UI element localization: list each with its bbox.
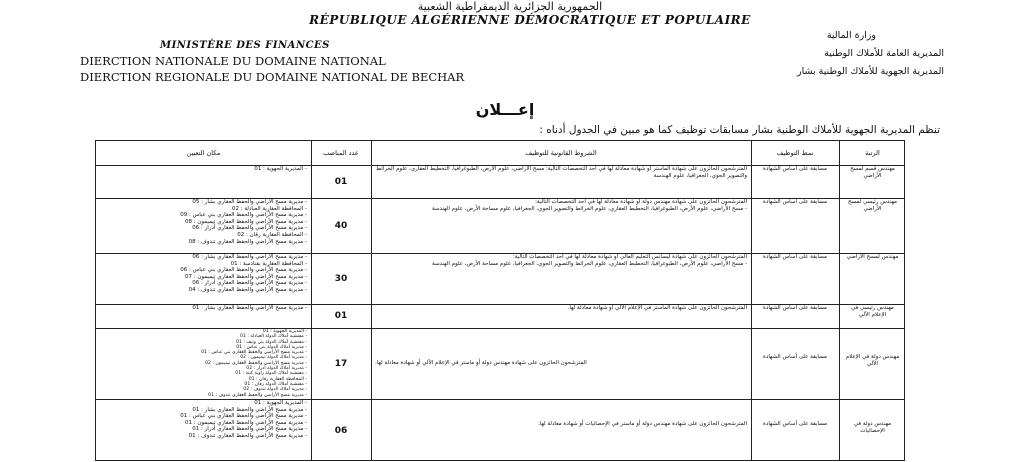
row-3-conditions: المترشحون الحائزون على شهادة ليسانس التعليم العالي أو شهادة معادلة لها في أحد التخصصات التالية: - مسح الأراضي، علوم الأرض، الطبوغرافيا، التخطيط العقاري، علوم الخرائط والتصوير الجوي، الجغرافيا، علوم مساحة الأرض، علوم الهندسة [432,254,747,267]
row-2-mode: مسابقة على أساس الشهادة [763,199,827,205]
header-grade: الرتبة [865,149,880,157]
row-5-location: - المديرية الجهوية : 01 - مفتشية أملاك الدولة العبادلة : 01 - مفتشية أملاك الدولة بني ونيف : 01 - مديرية أملاك الدولة بني عباس : 01 - مديرية مسح الأراضي والحفظ العقاري بني عباس : 01 - مديرية أملاك الدولة تيميمون : 02 - مديرية مسح الأراضي والحفظ العقاري تيميمون : 02 - مديرية أملاك الدولة أدرار : 02 - مفتشية أملاك الدولة زاوية كنتة : 01 - المحافظة العقارية رقان : 01 - مفتشية أملاك الدولة رقان : 01 - مديرية أملاك الدولة تندوف : 02 - مديرية مسح الأراضي والحفظ العقاري تندوف : 01 [201,329,307,398]
row-1-grade: مهندس قسم لمسح الأراضي [850,166,895,179]
row-3-mode: مسابقة على أساس الشهادة [763,254,827,260]
row-6-mode: مسابقة على أساس الشهادة [763,421,827,427]
header-mode: نمط التوظيف [776,149,814,157]
row-5-positions: 17 [334,358,348,369]
row-1-conditions: المترشحون الحائزون على شهادة الماستر أو شهادة معادلة لها في أحد التخصصات التالية: مسح الأراضي، علوم الأرض، الطبوغرافيا، التخطيط العقاري، علوم الخرائط والتصوير الجوي، الجغرافيا، علوم الهندسة [376,166,747,179]
announcement-title: إعـــلان [475,100,535,119]
row-3-positions: 30 [334,273,348,284]
row-6-positions: 06 [334,425,348,436]
row-4-grade: مهندس رئيسي في الإعلام الآلي [851,305,894,318]
row-1-mode: مسابقة على أساس الشهادة [763,166,827,172]
header-french-national-direction: DIERCTION NATIONALE DU DOMAINE NATIONAL [80,54,386,68]
row-3-grade: مهندس لمسح الأراضي [846,254,899,260]
row-1-location: - المديرية الجهوية : 01 [254,166,307,172]
header-french-republic: RÉPUBLIQUE ALGÉRIENNE DÉMOCRATIQUE ET POPULAIRE [309,13,751,27]
row-6-conditions: المترشحون الحائزون على شهادة مهندس دولة أو ماستر في الإحصائيات أو شهادة معادلة لها. [537,421,747,427]
header-arabic-ministry: وزارة المالية [826,30,876,41]
row-4-mode: مسابقة على أساس الشهادة [763,305,827,311]
header-location: مكان التعيين [186,149,221,157]
header-positions: عدد المناصب [323,149,359,157]
header-arabic-general-direction: المديرية العامة للأملاك الوطنية [824,48,944,59]
row-5-grade: مهندس دولة في الإعلام الآلي [845,354,900,367]
header-arabic-republic: الجمهورية الجزائرية الديمقراطية الشعبية [417,0,603,13]
recruitment-table [95,140,905,461]
row-3-location: - مديرية مسح الأراضي والحفظ العقاري بشار : 06 - المحافظة العقارية بقنادسة : 01 - مديرية مسح الأراضي والحفظ العقاري بني عباس : 06 - مديرية مسح الأراضي والحفظ العقاري تيميمون : 07 - مديرية مسح الأراضي والحفظ العقاري أدرار : 06 - مديرية مسح الأراضي والحفظ العقاري تندوف : 04 [180,254,307,293]
row-1-positions: 01 [334,176,348,187]
header-conditions: الشروط القانونية للتوظيف [525,149,597,157]
header-arabic-regional-direction: المديرية الجهوية للأملاك الوطنية بشار [797,66,944,77]
row-2-grade: مهندس رئيسي لمسح الأراضي [848,199,897,212]
announcement-intro: تنظم المديرية الجهوية للأملاك الوطنية بشار مسابقات توظيف كما هو مبين في الجدول أدناه : [539,124,940,136]
row-6-grade: مهندس دولة في الإحصائيات [853,421,892,434]
header-french-ministry: MINISTÈRE DES FINANCES [160,40,330,51]
row-2-conditions: المترشحون الحائزون على شهادة مهندس دولة أو شهادة معادلة لها في أحد التخصصات التالية: - مسح الأراضي، علوم الأرض، الطبوغرافيا، التخطيط العقاري، علوم الخرائط والتصوير الجوي، الجغرافيا، علوم مساحة الأرض، علوم الهندسة [432,199,747,212]
row-5-conditions: المترشحون الحائزون على شهادة مهندس دولة أو ماستر في الإعلام الآلي أو شهادة معادلة لها. [375,360,587,367]
row-2-positions: 40 [334,220,348,231]
header-french-regional-direction: DIERCTION REGIONALE DU DOMAINE NATIONAL DE BECHAR [80,70,465,84]
row-6-location: - المديرية الجهوية : 01 - مديرية مسح الأراضي والحفظ العقاري بشار : 01 - مديرية مسح الأراضي والحفظ العقاري بني عباس : 01 - مديرية مسح الأراضي والحفظ العقاري تيميمون : 01 - مديرية مسح الأراضي والحفظ العقاري أدرار : 01 - مديرية مسح الأراضي والحفظ العقاري تندوف : 01 [180,400,307,439]
row-4-location: - مديرية مسح الأراضي والحفظ العقاري بشار : 01 [192,305,307,311]
row-5-mode: مسابقة على أساس الشهادة [763,354,827,360]
row-4-conditions: المترشحون الحائزون على شهادة الماستر في الإعلام الآلي أو شهادة معادلة لها. [567,305,747,311]
row-2-location: - مديرية مسح الأراضي والحفظ العقاري بشار : 05 - المحافظة العقارية العبادلة : 02 - مديرية مسح الأراضي والحفظ العقاري بني عباس : 09 - مديرية مسح الأراضي والحفظ العقاري تيميمون : 08 - مديرية مسح الأراضي والحفظ العقاري أدرار : 06 - المحافظة العقارية رقان : 02 - مديرية مسح الأراضي والحفظ العقاري تندوف : 08 [180,199,307,245]
row-4-positions: 01 [334,311,348,321]
